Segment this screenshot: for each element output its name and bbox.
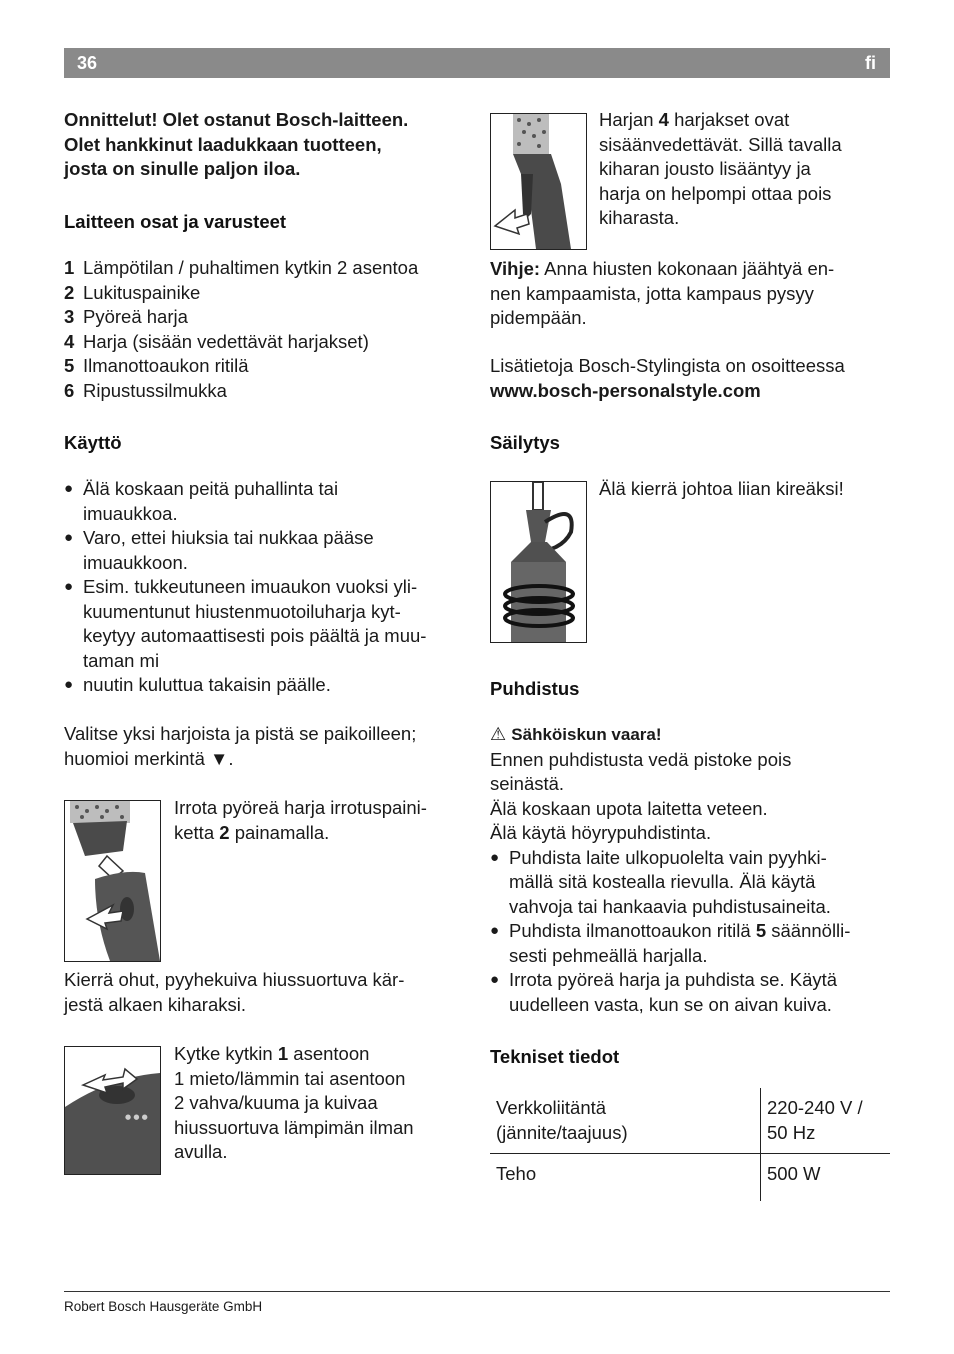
storage-text: Älä kierrä johtoa liian kireäksi! — [599, 478, 844, 499]
usage-bullets — [64, 477, 466, 698]
page-header-bar — [64, 48, 890, 78]
storage-illustration — [490, 481, 587, 643]
page-number: 36 — [77, 53, 98, 73]
storage-title: Säilytys — [490, 432, 560, 453]
list-item: 2 Lukituspainike — [64, 281, 201, 303]
cleaning-section: ⚠ Sähköiskun vaara! Ennen puhdistusta vedä pistoke pois seinästä. Älä koskaan upota laitetta veteen. Älä käytä höyrypuhdistinta. ● Puhdista laite ulkopuolelta vain pyyhki- mällä sitä kostealla rievulla. Älä käytä vahvoja tai hankaavia puhdistusaineita. ● Puhdista ilmanottoaukon ritilä 5 säännölli- sesti pehmeällä harjalla. ● Irrota pyöreä harja ja puhdista se. Käytä uudelleen vasta, kun se on aivan kuiva. — [490, 722, 890, 1017]
list-item: ● Puhdista laite ulkopuolelta vain pyyhki- mällä sitä kostealla rievulla. Älä käytä vahvoja tai hankaavia puhdistusaineita. — [490, 846, 890, 920]
list-item: ● nuutin kuluttua takaisin päälle. — [64, 673, 466, 698]
parts-list — [64, 256, 466, 403]
parts-title: Laitteen osat ja varusteet — [64, 211, 287, 232]
footer-divider — [64, 1291, 890, 1292]
svg-text:● ● ●: ● ● ● — [125, 1113, 148, 1121]
list-item: 5 Ilmanottoaukon ritilä — [64, 355, 249, 376]
list-item: ● Puhdista ilmanottoaukon ritilä 5 säännölli- sesti pehmeällä harjalla. — [490, 919, 890, 968]
list-item: 4 Harja (sisään vedettävät harjakset) — [64, 330, 369, 352]
footer-text: Robert Bosch Hausgeräte GmbH — [64, 1299, 263, 1314]
switch-illustration — [64, 1046, 161, 1175]
warning-text: Sähköiskun vaara! — [511, 725, 662, 744]
intro-text: Onnittelut! Olet ostanut Bosch-laitteen. Olet hankkinut laadukkaan tuotteen, josta on sinulle paljon iloa. — [64, 109, 409, 179]
cleaning-title: Puhdistus — [490, 678, 580, 699]
retractable-brush-text: Harjan 4 harjakset ovat sisäänvedettävät. Sillä tavalla kiharan jousto lisääntyy ja harja on helpompi ottaa pois kiharasta. — [599, 109, 842, 228]
switch-text: Kytke kytkin 1 asentoon 1 mieto/lämmin tai asentoon 2 vahva/kuuma ja kuivaa hiussuortuva lämpimän ilman avulla. — [174, 1043, 414, 1162]
select-brush-text: Valitse yksi harjoista ja pistä se paikoilleen; huomioi merkintä ▼. — [64, 723, 417, 769]
remove-brush-illustration — [64, 800, 161, 962]
tech-title: Tekniset tiedot — [490, 1046, 620, 1067]
retractable-brush-illustration — [490, 113, 587, 250]
table-row: Teho 500 W — [490, 1154, 890, 1201]
list-item: 3 Pyöreä harja — [64, 306, 188, 327]
usage-title: Käyttö — [64, 432, 122, 453]
tech-table — [490, 1088, 890, 1201]
website-link[interactable]: www.bosch-personalstyle.com — [490, 379, 761, 401]
list-item: 6 Ripustussilmukka — [64, 379, 227, 401]
list-item: ● Esim. tukkeutuneen imuaukon vuoksi yli- kuumentunut hiustenmuotoiluharja kyt- keytyy automaattisesti pois päältä ja muu- taman mi — [64, 575, 466, 673]
curl-text: Kierrä ohut, pyyhekuiva hiussuortuva kär- jestä alkaen kiharaksi. — [64, 969, 405, 1015]
warning-icon: ⚠ — [490, 724, 507, 744]
list-item: ● Irrota pyöreä harja ja puhdista se. Käytä uudelleen vasta, kun se on aivan kuiva. — [490, 968, 890, 1017]
list-item: ● Älä koskaan peitä puhallinta tai imuaukkoa. — [64, 477, 466, 526]
list-item: 1 Lämpötilan / puhaltimen kytkin 2 asentoa — [64, 257, 419, 278]
list-item: ● Varo, ettei hiuksia tai nukkaa pääse imuaukkoon. — [64, 526, 466, 575]
tip-text: Vihje: Anna hiusten kokonaan jäähtyä en- nen kampaamista, jotta kampaus pysyy pidempään. — [490, 258, 835, 328]
remove-brush-text: Irrota pyöreä harja irrotuspaini- ketta 2 painamalla. — [174, 797, 427, 843]
language-code: fi — [865, 53, 876, 73]
table-row: Verkkoliitäntä (jännite/taajuus) 220-240 V / 50 Hz — [490, 1088, 890, 1154]
info-text: Lisätietoja Bosch-Stylingista on osoitteessa www.bosch-personalstyle.com — [490, 355, 845, 401]
